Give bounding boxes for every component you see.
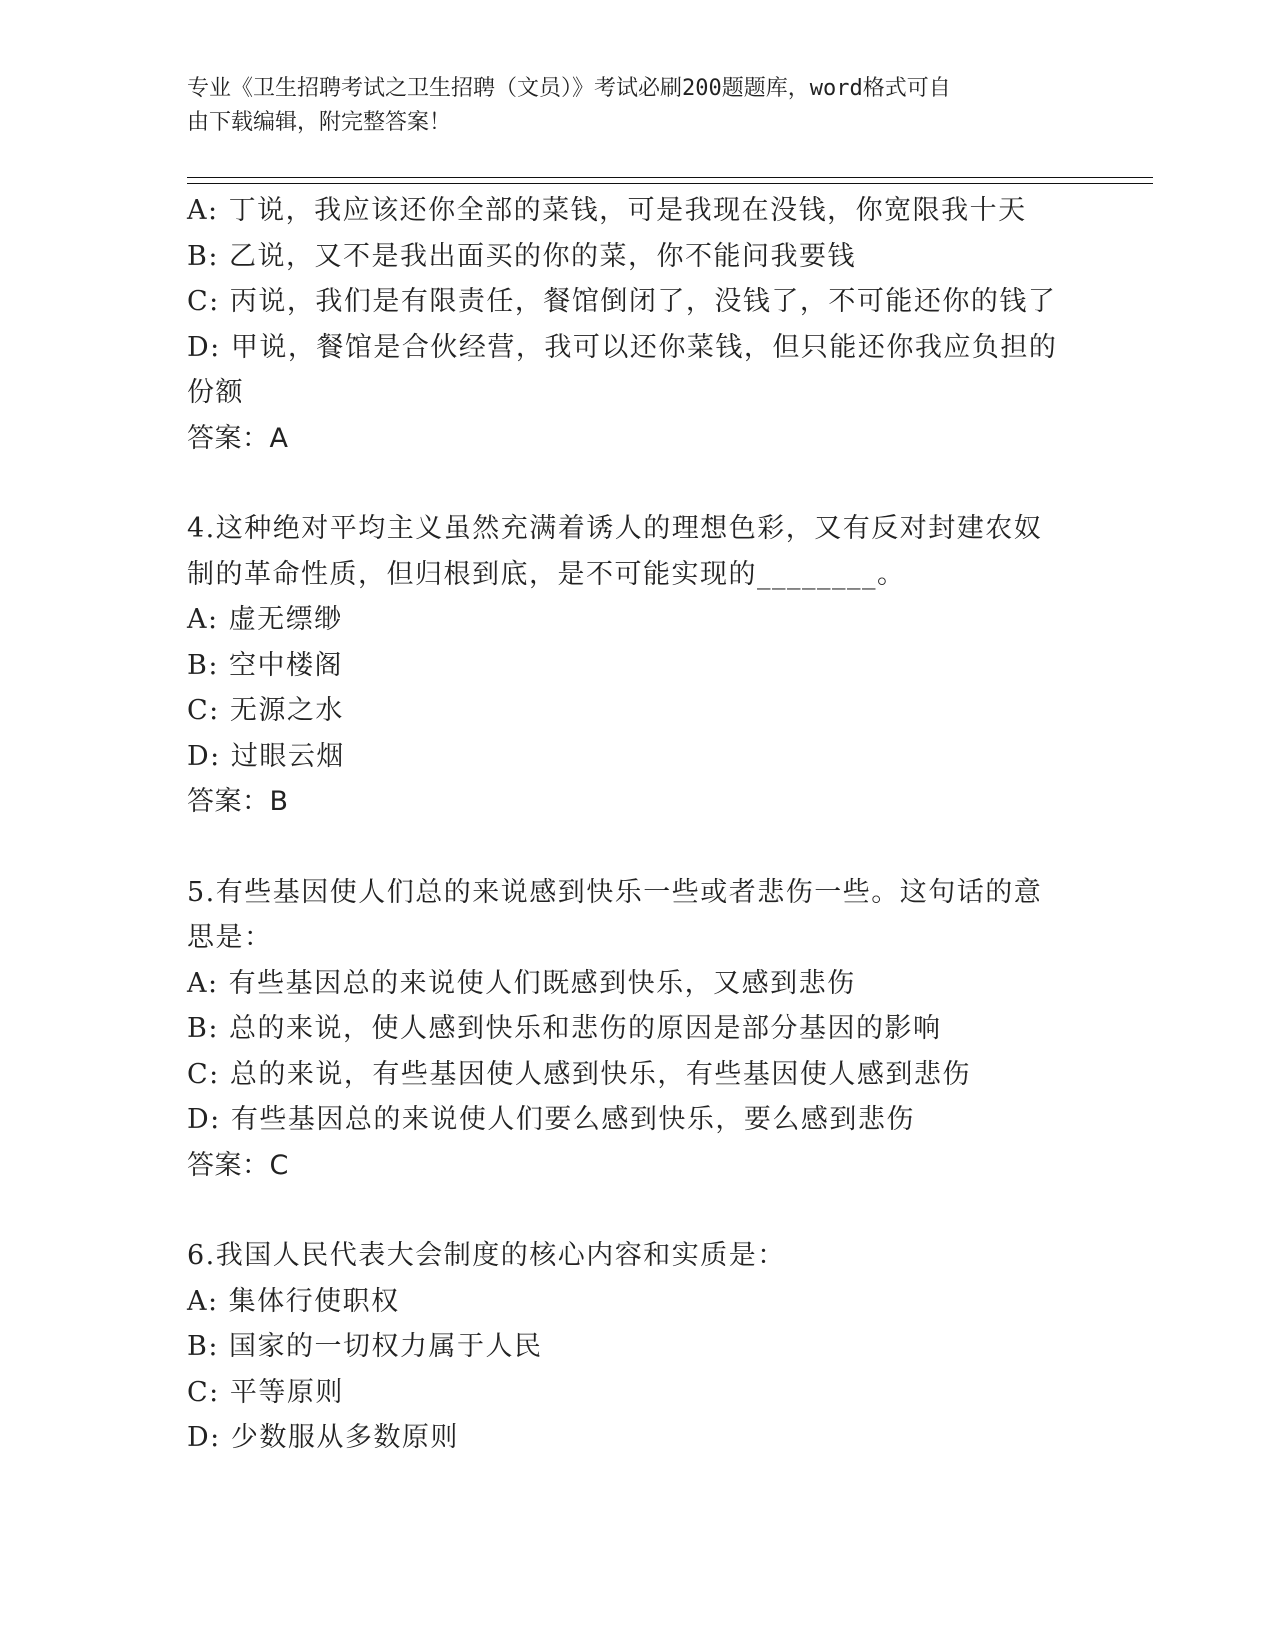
option-a: A: 集体行使职权 [187,1285,400,1317]
header-title-line-2: 由下载编辑，附完整答案！ [187,110,452,135]
question-3-continued [187,188,1087,461]
answer-label: 答案：A [187,422,289,454]
header-rule-top [187,177,1153,178]
question-stem-line: 5.有些基因使人们总的来说感到快乐一些或者悲伤一些。这句话的意 [187,876,1043,908]
document-header [187,72,1067,140]
option-d: D: 过眼云烟 [187,740,345,772]
header-title-line-1: 专业《卫生招聘考试之卫生招聘（文员）》考试必刷200题题库，word格式可自 [187,76,951,101]
option-d: D: 少数服从多数原则 [187,1422,459,1453]
option-c: C: 无源之水 [187,695,344,726]
option-a: A: 丁说，我应该还你全部的菜钱，可是我现在没钱，你宽限我十天 [187,195,1027,226]
option-b: B: 国家的一切权力属于人民 [187,1331,543,1362]
question-stem-line: 6.我国人民代表大会制度的核心内容和实质是： [187,1240,786,1271]
question-list [187,188,1087,1461]
option-c: C: 总的来说，有些基因使人感到快乐，有些基因使人感到悲伤 [187,1058,971,1090]
option-b: B: 空中楼阁 [187,649,344,681]
question-5 [187,870,1087,1189]
option-b: B: 乙说，又不是我出面买的你的菜，你不能问我要钱 [187,240,857,272]
option-d: D: 有些基因总的来说使人们要么感到快乐，要么感到悲伤 [187,1104,915,1135]
question-stem-line: 制的革命性质，但归根到底，是不可能实现的________。 [187,558,906,590]
option-d-continued: 份额 [187,377,244,408]
answer-label: 答案：C [187,1149,289,1181]
option-c: C: 平等原则 [187,1376,344,1408]
header-rule-bottom [187,183,1153,184]
option-a: A: 有些基因总的来说使人们既感到快乐，又感到悲伤 [187,967,856,999]
question-stem-line: 思是： [187,922,273,953]
question-stem-line: 4.这种绝对平均主义虽然充满着诱人的理想色彩，又有反对封建农奴 [187,513,1043,544]
option-c: C: 丙说，我们是有限责任，餐馆倒闭了，没钱了，不可能还你的钱了 [187,286,1057,317]
option-d: D: 甲说，餐馆是合伙经营，我可以还你菜钱，但只能还你我应负担的 [187,331,1058,363]
question-4 [187,506,1087,825]
option-a: A: 虚无缥缈 [187,604,343,635]
question-6 [187,1233,1087,1461]
option-b: B: 总的来说，使人感到快乐和悲伤的原因是部分基因的影响 [187,1013,942,1044]
answer-label: 答案：B [187,786,289,817]
